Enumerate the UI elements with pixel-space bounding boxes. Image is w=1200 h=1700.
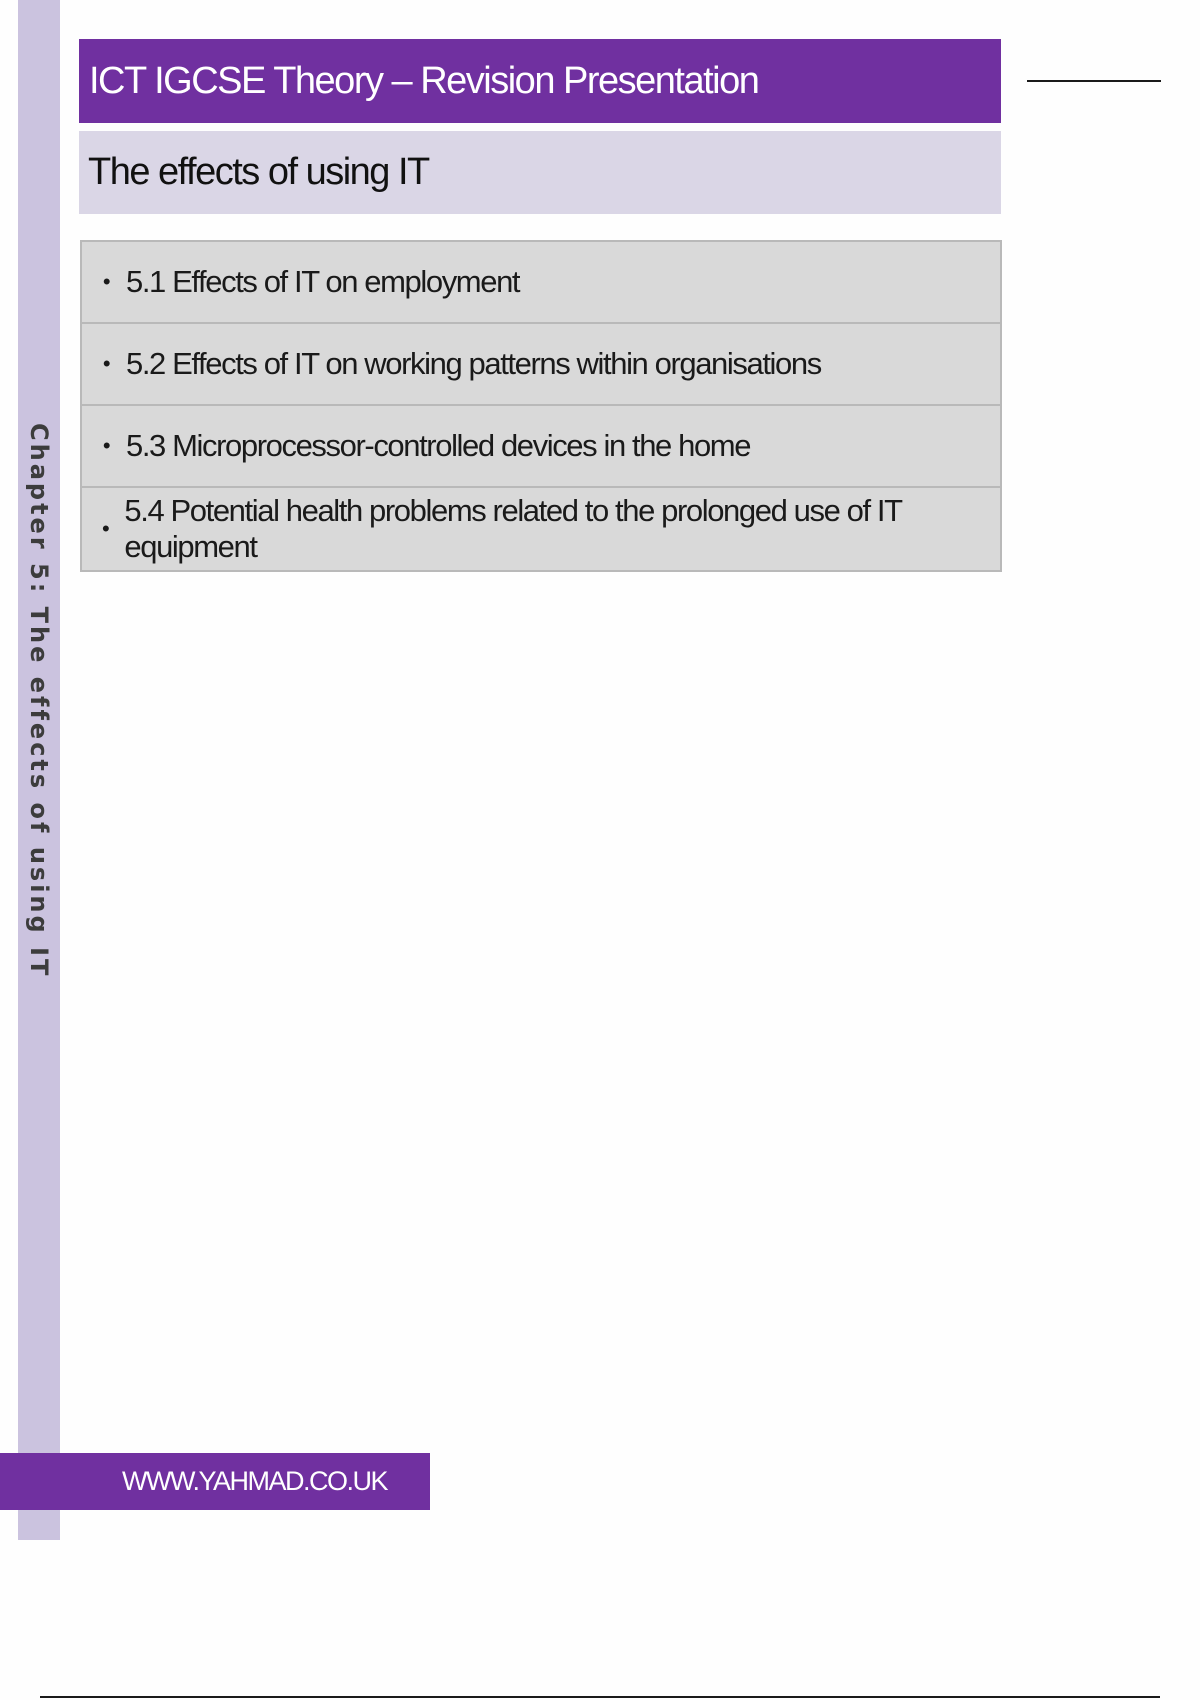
website-footer-bar <box>0 1453 430 1510</box>
presentation-title-bar <box>79 39 1001 123</box>
top-right-rule <box>1027 80 1161 82</box>
topic-label: 5.2 Effects of IT on working patterns within organisations <box>126 346 821 381</box>
topic-label: 5.3 Microprocessor-controlled devices in the home <box>126 428 751 463</box>
bullet-icon: • <box>102 516 109 541</box>
bullet-icon: • <box>102 433 110 458</box>
chapter-label: Chapter 5: The effects of using IT <box>25 423 53 979</box>
topic-label: 5.4 Potential health problems related to the prolonged use of IT equipment <box>124 493 902 564</box>
bottom-rule <box>40 1696 1160 1698</box>
topic-list <box>80 240 1002 572</box>
website-link[interactable]: WWW.YAHMAD.CO.UK <box>122 1466 387 1496</box>
slide-subtitle: The effects of using IT <box>88 151 429 193</box>
topic-label: 5.1 Effects of IT on employment <box>126 264 520 299</box>
bullet-icon: • <box>102 269 110 294</box>
topic-item-5-4 <box>82 488 1000 570</box>
slide-subtitle-bar <box>79 131 1001 214</box>
bullet-icon: • <box>102 351 110 376</box>
topic-item-5-1 <box>82 242 1000 324</box>
presentation-title: ICT IGCSE Theory – Revision Presentation <box>89 59 759 102</box>
topic-item-5-2 <box>82 324 1000 406</box>
topic-item-5-3 <box>82 406 1000 488</box>
